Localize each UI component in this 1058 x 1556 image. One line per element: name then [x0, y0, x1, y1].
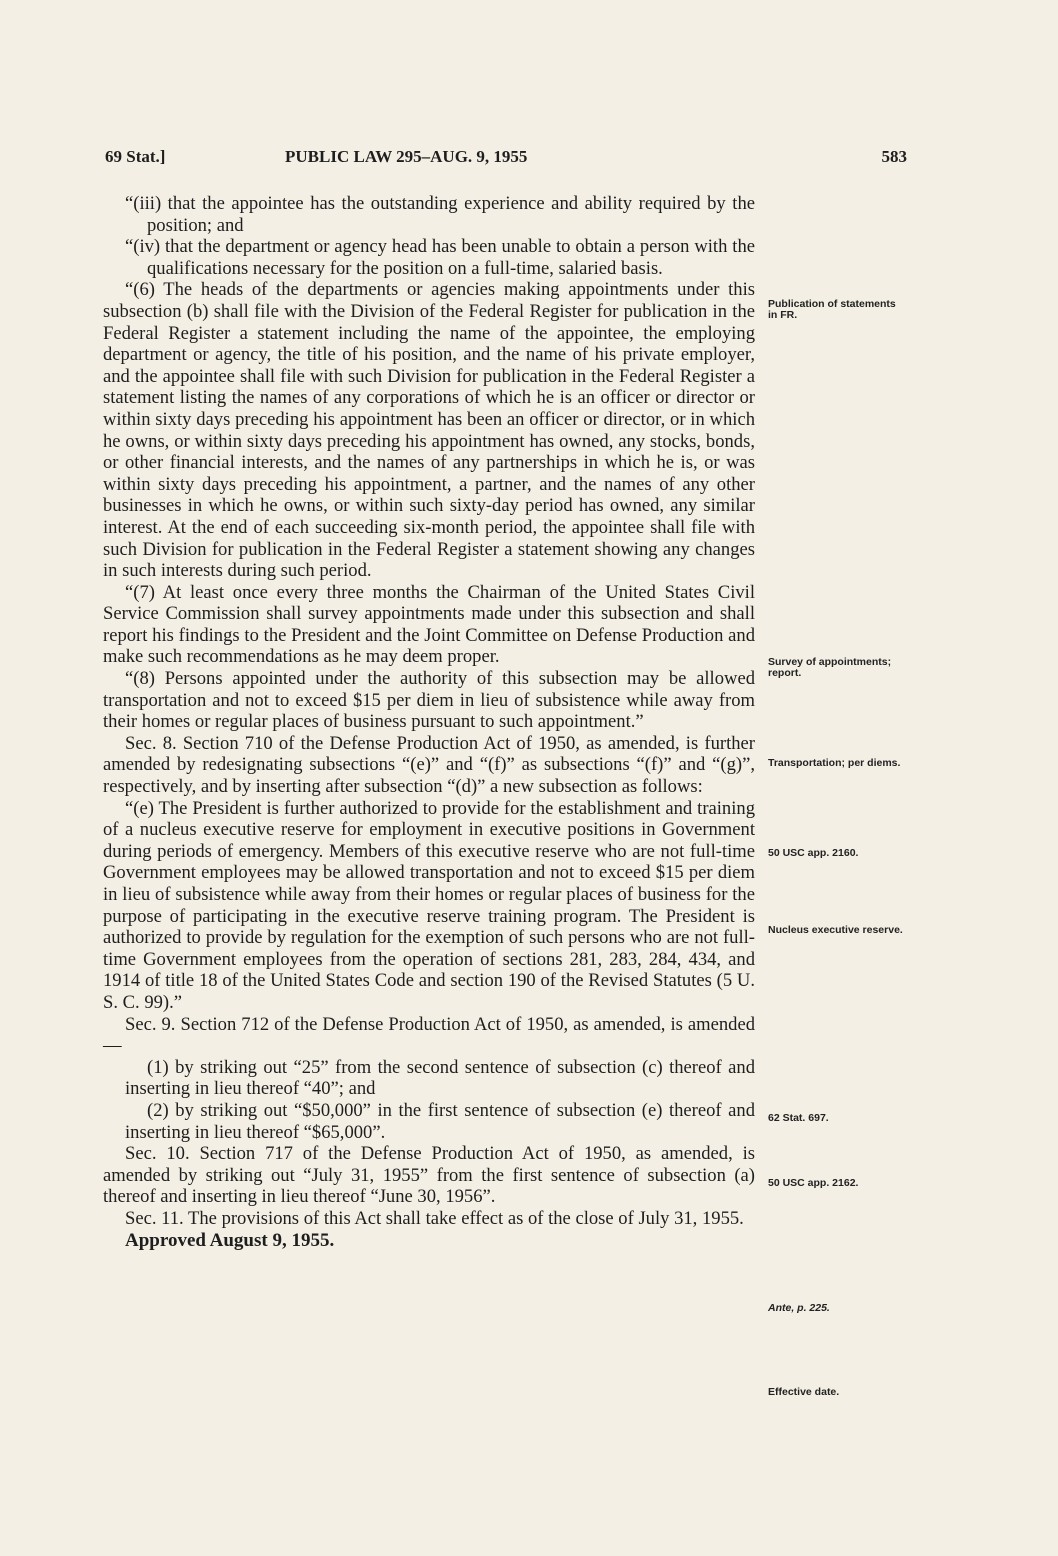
margin-note-ante: Ante, p. 225.: [768, 1302, 830, 1314]
clause-iv: “(iv) that the department or agency head has been unable to obtain a person with the qualifications necessary for the position on a full-time, salaried basis.: [125, 236, 755, 279]
page-header: [105, 147, 907, 173]
section-8: Sec. 8. Section 710 of the Defense Production Act of 1950, as amended, is further amended by redesignating subsections “(e)” and “(f)” as subsections “(f)” and “(g)”, respectively, and by inserting after subsection “(d)” a new subsection as follows:: [103, 732, 755, 798]
section-9: Sec. 9. Section 712 of the Defense Production Act of 1950, as amended, is amended—: [103, 1013, 755, 1057]
page-number: 583: [881, 147, 907, 166]
section-9-item-2: (2) by striking out “$50,000” in the first sentence of subsection (e) thereof and inserting in lieu thereof “$65,000”.: [125, 1099, 755, 1143]
approval-line: Approved August 9, 1955.: [125, 1229, 335, 1251]
margin-note-62-stat: 62 Stat. 697.: [768, 1112, 829, 1124]
subsection-e: “(e) The President is further authorized to provide for the establishment and training of a nucleus executive reserve for employment in executive positions in Government during periods of emergency. Members of this executive reserve who are not full-time Government employees may be allowed transportation and not to exceed $15 per diem in lieu of subsistence while away from their homes or regular places of business for the purpose of participating in the executive reserve training program. The President is authorized to provide by regulation for the exemption of such persons who are not full-time Government employees from the operation of sections 281, 283, 284, 434, and 1914 of title 18 of the United States Code and section 190 of the Revised Statutes (5 U. S. C. 99).”: [103, 797, 755, 1013]
section-10: Sec. 10. Section 717 of the Defense Production Act of 1950, as amended, is amended by striking out “July 31, 1955” from the first sentence of subsection (a) thereof and inserting in lieu thereof “June 30, 1956”.: [103, 1143, 755, 1208]
margin-note-effective-date: Effective date.: [768, 1386, 840, 1398]
margin-note-nucleus: Nucleus executive reserve.: [768, 924, 903, 936]
volume-reference: 69 Stat.]: [105, 147, 166, 166]
margin-note-usc-2160: 50 USC app. 2160.: [768, 847, 859, 859]
running-title: PUBLIC LAW 295–AUG. 9, 1955: [285, 147, 528, 166]
margin-note-publication: Publication of statements in FR.: [768, 298, 896, 321]
margin-note-survey: Survey of appointments; report.: [768, 656, 892, 679]
paragraph-6: “(6) The heads of the departments or agencies making appointments under this subsection (b) shall file with the Division of the Federal Register for publication in the Federal Register a statement including the name of the appointee, the employing department or agency, the title of his position, and the name of his private employer, and the appointee shall file with such Division for publication in the Federal Register a statement listing the names of any corporations of which he is an officer or director or within sixty days preceding his appointment has been an officer or director, or in which he owns, or within sixty days preceding his appointment has owned, any stocks, bonds, or other financial interests, and the names of any partnerships in which he is, or was within sixty days preceding his appointment, a partner, and the names of any other businesses in which he owns, or within such sixty-day period has owned, any similar interest. At the end of each succeeding six-month period, the appointee shall file with such Division for publication in the Federal Register a statement showing any changes in such interests during such period.: [103, 279, 755, 582]
clause-iii: “(iii) that the appointee has the outstanding experience and ability required by the position; and: [125, 193, 755, 236]
body-text: [103, 193, 755, 1251]
paragraph-8: “(8) Persons appointed under the authority of this subsection may be allowed transportation and not to exceed $15 per diem in lieu of subsistence while away from their homes or regular places of business pursuant to such appointment.”: [103, 668, 755, 733]
section-9-item-1: (1) by striking out “25” from the second sentence of subsection (c) thereof and inserting in lieu thereof “40”; and: [125, 1056, 755, 1100]
paragraph-7: “(7) At least once every three months the Chairman of the United States Civil Service Commission shall survey appointments made under this subsection and shall report his findings to the President and the Joint Committee on Defense Production and make such recommendations as he may deem proper.: [103, 581, 755, 668]
margin-note-usc-2162: 50 USC app. 2162.: [768, 1177, 859, 1189]
section-11: Sec. 11. The provisions of this Act shall take effect as of the close of July 31, 1955.: [125, 1207, 744, 1229]
margin-note-transportation: Transportation; per diems.: [768, 757, 901, 769]
